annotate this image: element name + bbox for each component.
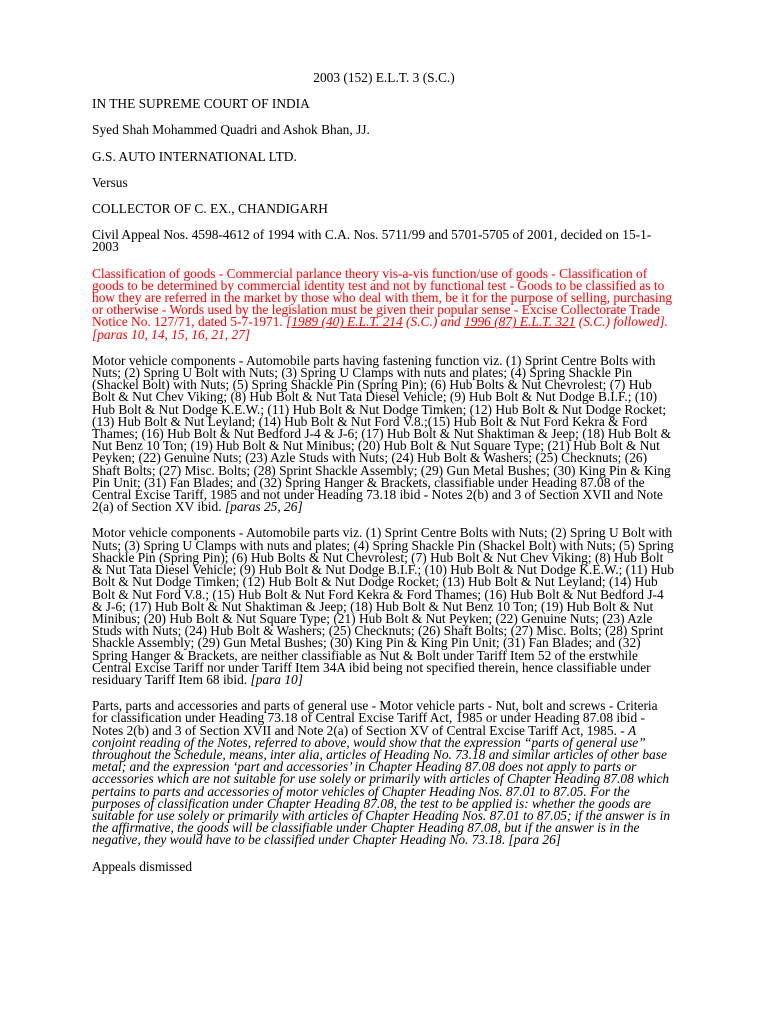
headnote-1 xyxy=(92,265,676,342)
result: Appeals dismissed xyxy=(92,858,193,874)
citation-link-1996[interactable]: 1996 (87) E.L.T. 321 xyxy=(464,314,576,330)
headnote-4-text: Parts, parts and accessories and parts of general use - Motor vehicle parts - Nut, bolt and screws - Criteria for classification under Heading 73.18 of Central Excise Tariff Act, 1985 or under Heading 87.08 ibid - Notes 2(b) and 3 of Section XVII and Note 2(a) of Section XV of Central Excise Tariff Act, 1985. - xyxy=(92,698,658,738)
court-name: IN THE SUPREME COURT OF INDIA xyxy=(92,96,310,112)
headnote-1-bracket: [ xyxy=(286,314,292,330)
respondent: COLLECTOR OF C. EX., CHANDIGARH xyxy=(92,201,328,217)
headnote-3-para: [para 10] xyxy=(250,671,303,687)
headnote-3 xyxy=(92,527,676,686)
headnote-3-text: Motor vehicle components - Automobile parts viz. (1) Sprint Centre Bolts with Nuts; (2) Spring U Bolt with Nuts; (3) Spring U Clamps with nuts and plates; (4) Spring Shackle Pin (Shackel Bolt) with Nuts; (5) Spring Shackle Pin (Spring Pin); (6) Hub Bolts & Nut Chevrolest; (7) Hub Bolt & Nut Chev Viking; (8) Hub Bolt & Nut Tata Diesel Vehicle; (9) Hub Bolt & Nut Dodge B.I.F.; (10) Hub Bolt & Nut Dodge K.E.W.; (11) Hub Bolt & Nut Dodge Timken; (12) Hub Bolt & Nut Dodge Rocket; (13) Hub Bolt & Nut Leyland; (14) Hub Bolt & Nut Ford V.8.; (15) Hub Bolt & Nut Ford Kekra & Ford Thames; (16) Hub Bolt & Nut Bedford J-4 & J-6; (17) Hub Bolt & Nut Shaktiman & Jeep; (18) Hub Bolt & Nut Benz 10 Ton; (19) Hub Bolt & Nut Minibus; (20) Hub Bolt & Nut Square Type; (21) Hub Bolt & Nut Peyken; (22) Genuine Nuts; (23) Azle Studs with Nuts; (24) Hub Bolt & Washers; (25) Checknuts; (26) Shaft Bolts; (27) Misc. Bolts; (28) Sprint Shackle Assembly; (29) Gun Metal Bushes; (30) King Pin & King Pin Unit; (31) Fan Blades; and (32) Spring Hanger & Brackets, are neither classifiable as Nut & Bolt under Tariff Item 52 of the erstwhile Central Excise Tariff nor under Tariff Item 34A ibid being not specified therein, hence classifiable under residuary Tariff Item 68 ibid. xyxy=(92,525,674,687)
headnote-1-mid: (S.C.) and xyxy=(402,314,465,330)
headnote-2-para: [paras 25, 26] xyxy=(224,499,303,515)
appeal-info: Civil Appeal Nos. 4598-4612 of 1994 with C.A. Nos. 5711/99 and 5701-5705 of 2001, decided on 15-1-2003 xyxy=(92,227,652,255)
headnote-2-text: Motor vehicle components - Automobile parts having fastening function viz. (1) Sprint Centre Bolts with Nuts; (2) Spring U Bolt with Nuts; (3) Spring U Clamps with nuts and plates; (4) Spring Shackle Pin (Shackel Bolt) with Nuts; (5) Spring Shackle Pin (Spring Pin); (6) Hub Bolts & Nut Chevrolest; (7) Hub Bolt & Nut Chev Viking; (8) Hub Bolt & Nut Tata Diesel Vehicle; (9) Hub Bolt & Nut Dodge B.I.F.; (10) Hub Bolt & Nut Dodge K.E.W.; (11) Hub Bolt & Nut Dodge Timken; (12) Hub Bolt & Nut Dodge Rocket; (13) Hub Bolt & Nut Leyland; (14) Hub Bolt & Nut Ford V.8.;(15) Hub Bolt & Nut Ford Kekra & Ford Thames; (16) Hub Bolt & Nut Bedford J-4 & J-6; (17) Hub Bolt & Nut Shaktiman & Jeep; (18) Hub Bolt & Nut Benz 10 Ton; (19) Hub Bolt & Nut Minibus; (20) Hub Bolt & Nut Square Type; (21) Hub Bolt & Nut Peyken; (22) Genuine Nuts; (23) Azle Studs with Nuts; (24) Hub Bolt & Washers; (25) Checknuts; (26) Shaft Bolts; (27) Misc. Bolts; (28) Sprint Shackle Assembly; (29) Gun Metal Bushes; (30) King Pin & King Pin Unit; (31) Fan Blades; and (32) Spring Hanger & Brackets, classifiable under Heading 87.08 of the Central Excise Tariff, 1985 and not under Heading 73.18 ibid - Notes 2(b) and 3 of Section XVII and Note 2(a) of Section XV ibid. xyxy=(92,352,672,515)
versus: Versus xyxy=(92,174,128,190)
headnote-1-text: Classification of goods - Commercial parlance theory vis-a-vis function/use of goods - Classification of goods to be determined by commercial identity test and not by functional test - Goods to be classified as to how they are referred in the market by those who deal with them, be it for the purpose of selling, purchasing or otherwise - Words used by the legislation must be given their popular sense - Excise Collectorate Trade Notice No. 127/71, dated 5-7-1971. xyxy=(92,265,673,330)
citation: 2003 (152) E.L.T. 3 (S.C.) xyxy=(313,70,455,85)
headnote-4-italic: A conjoint reading of the Notes, referred to above, would show that the expression “parts of general use” throughout the Schedule, means, inter alia, articles of Heading No. 73.18 and similar articles of other base metal; and the expression ‘part and accessories’ in Chapter Heading 87.08 does not apply to parts or accessories which are not suitable for use solely or primarily with articles of Chapter Heading 87.08 which pertains to parts and accessories of motor vehicles of Chapter Heading Nos. 87.01 to 87.05. For the purposes of classification under Chapter Heading 87.08, the test to be applied is: whether the goods are suitable for use solely or primarily with articles of Chapter Heading Nos. 87.01 to 87.05; if the answer is in the affirmative, the goods will be classifiable under Chapter Heading 87.08, but if the answer is in the negative, they would have to be classified under Chapter Heading No. 73.18. [para 26] xyxy=(92,722,671,848)
headnote-2 xyxy=(92,352,676,515)
citation-link-1989[interactable]: 1989 (40) E.L.T. 214 xyxy=(291,314,403,330)
headnote-4 xyxy=(92,700,676,846)
headnote-1-tail: (S.C.) followed]. [paras 10, 14, 15, 16, 21, 27] xyxy=(92,314,669,342)
judges: Syed Shah Mohammed Quadri and Ashok Bhan, JJ. xyxy=(92,122,370,138)
appellant: G.S. AUTO INTERNATIONAL LTD. xyxy=(92,148,297,164)
